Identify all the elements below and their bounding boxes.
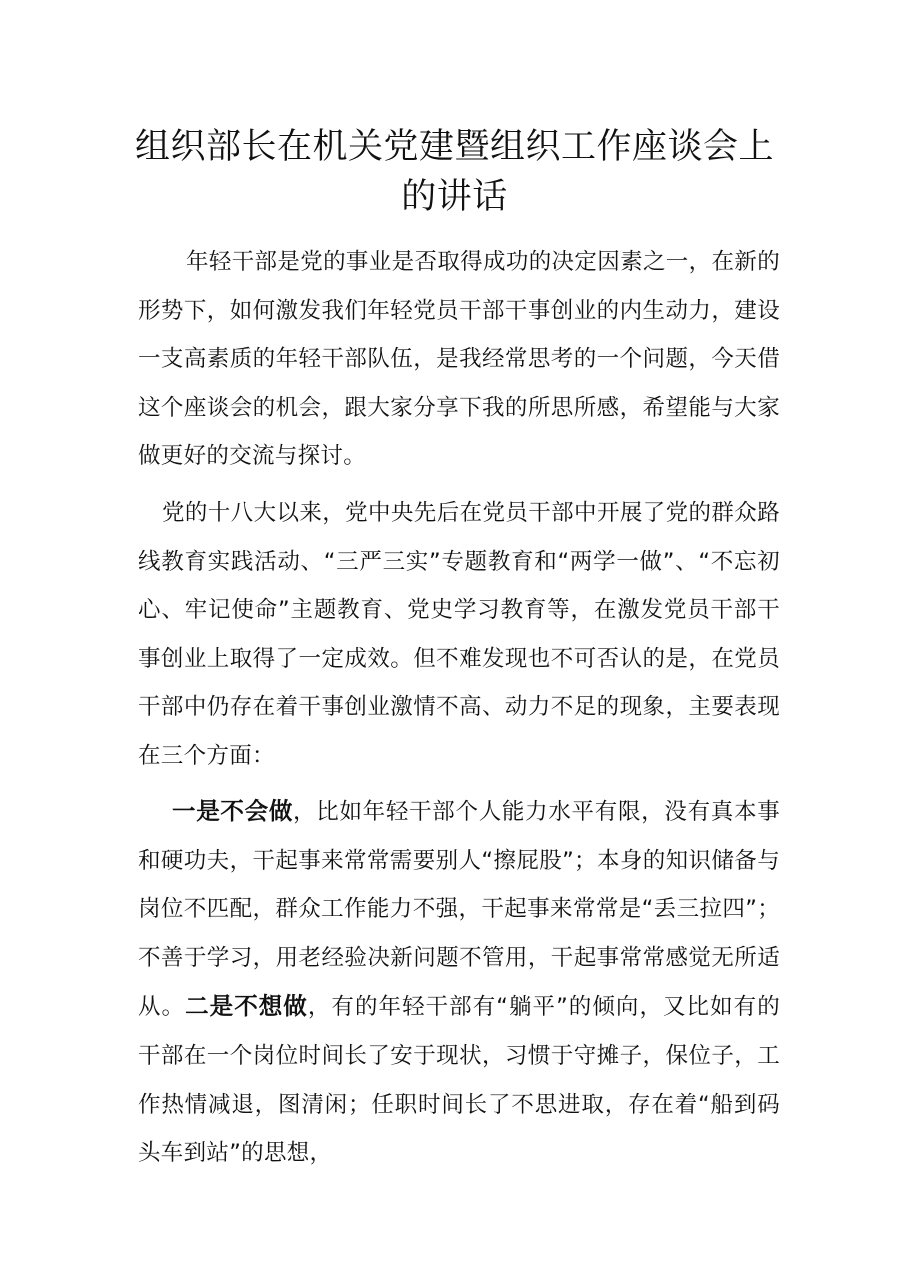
point-two-heading: 二是不想做 — [185, 992, 308, 1021]
paragraph-2: 党的十八大以来，党中央先后在党员干部中开展了党的群众路线教育实践活动、“三严三实”专题教育和“两学一做”、“不忘初心、牢记使命”主题教育、党史学习教育等，在激发党员干部干事创业上取得了一定成效。但不难发现也不可否认的是，在党员干部中仍存在着干事创业激情不高、动力不足的现象，主要表现在三个方面： — [138, 500, 780, 769]
point-one-heading: 一是不会做 — [172, 797, 294, 825]
point-two-text: ，有的年轻干部有“躺平”的倾向，又比如有的干部在一个岗位时间长了安于现状，习惯于守摊子，保位子，工作热情减退，图清闲；任职时间长了不思进取，存在着“船到码头车到站”的思想， — [138, 994, 781, 1167]
point-one-text: ，比如年轻干部个人能力水平有限，没有真本事和硬功夫，干起事来常常需要别人“擦屁股”；本身的知识储备与岗位不匹配，群众工作能力不强，干起事来常常是“丢三拉四”；不善于学习，用老经验决新问题不管用，干起事常常感觉无所适从。 — [138, 799, 780, 1021]
paragraph-1: 年轻干部是党的事业是否取得成功的决定因素之一，在新的形势下，如何激发我们年轻党员干部干事创业的内生动力，建设一支高素质的年轻干部队伍，是我经常思考的一个问题，今天借这个座谈会的机会，跟大家分享下我的所思所感，希望能与大家做更好的交流与探讨。 — [138, 249, 780, 470]
paragraph-3 — [138, 787, 780, 1178]
document-title: 组织部长在机关党建暨组织工作座谈会上的讲话 — [134, 127, 774, 217]
